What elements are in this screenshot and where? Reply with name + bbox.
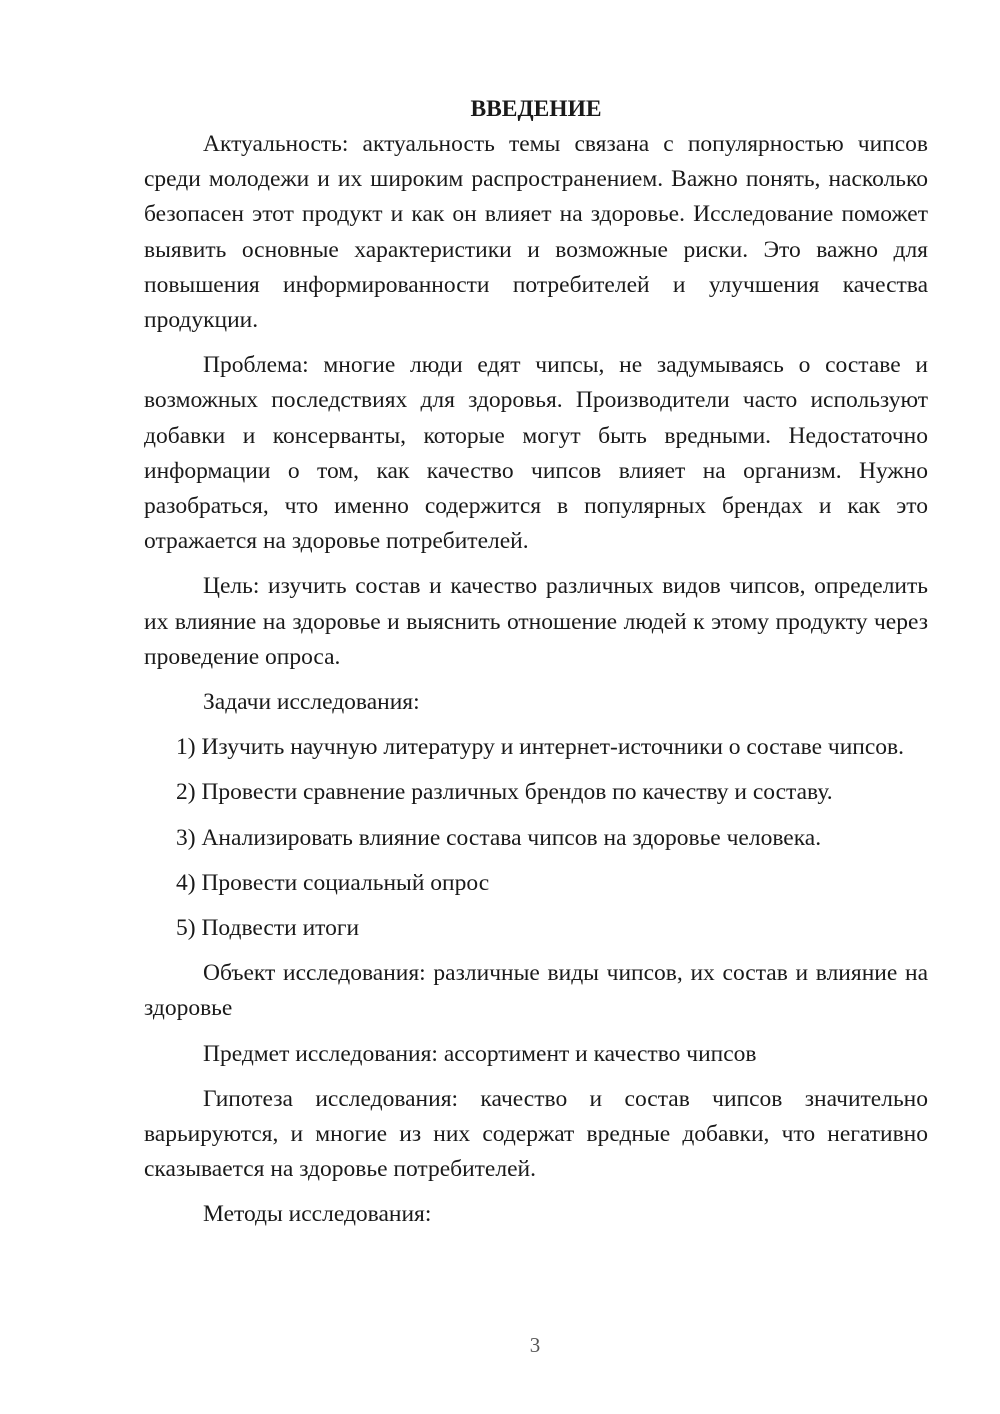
task-item-5: 5) Подвести итоги [176,915,360,942]
task-item-3: 3) Анализировать влияние состава чипсов на здоровье человека. [176,824,822,851]
paragraph-subject: Предмет исследования: ассортимент и качество чипсов [203,1040,757,1067]
paragraph-relevance: Актуальность: актуальность темы связана с популярностью чипсов среди молодежи и их широким распространением. Важно понять, насколько безопасен этот продукт и как он влияет на здоровье. Исследование поможет выявить основные характеристики и возможные риски. Это важно для повышения информированности потребителей и улучшения качества продукции. [144,131,928,334]
paragraph-hypothesis: Гипотеза исследования: качество и состав чипсов значительно варьируются, и многие из них содержат вредные добавки, что негативно сказывается на здоровье потребителей. [144,1085,928,1183]
page-number: 3 [529,1333,541,1357]
paragraph-goal: Цель: изучить состав и качество различных видов чипсов, определить их влияние на здоровье и выяснить отношение людей к этому продукту через проведение опроса. [144,573,928,670]
task-item-4: 4) Провести социальный опрос [176,869,490,896]
paragraph-object: Объект исследования: различные виды чипсов, их состав и влияние на здоровье [144,960,928,1022]
task-item-2: 2) Провести сравнение различных брендов по качеству и составу. [176,779,833,806]
paragraph-methods: Методы исследования: [203,1201,432,1228]
page-body [144,92,928,1243]
task-item-1: 1) Изучить научную литературу и интернет-источники о составе чипсов. [176,734,905,761]
paragraph-problem: Проблема: многие люди едят чипсы, не задумываясь о составе и возможных последствиях для здоровья. Производители часто используют добавки и консерванты, которые могут быть вредными. Недостаточно информации о том, как качество чипсов влияет на организм. Нужно разобраться, что именно содержится в популярных брендах и как это отражается на здоровье потребителей. [144,352,928,555]
paragraph-tasks-heading: Задачи исследования: [203,689,420,716]
page-title: ВВЕДЕНИЕ [470,96,602,122]
